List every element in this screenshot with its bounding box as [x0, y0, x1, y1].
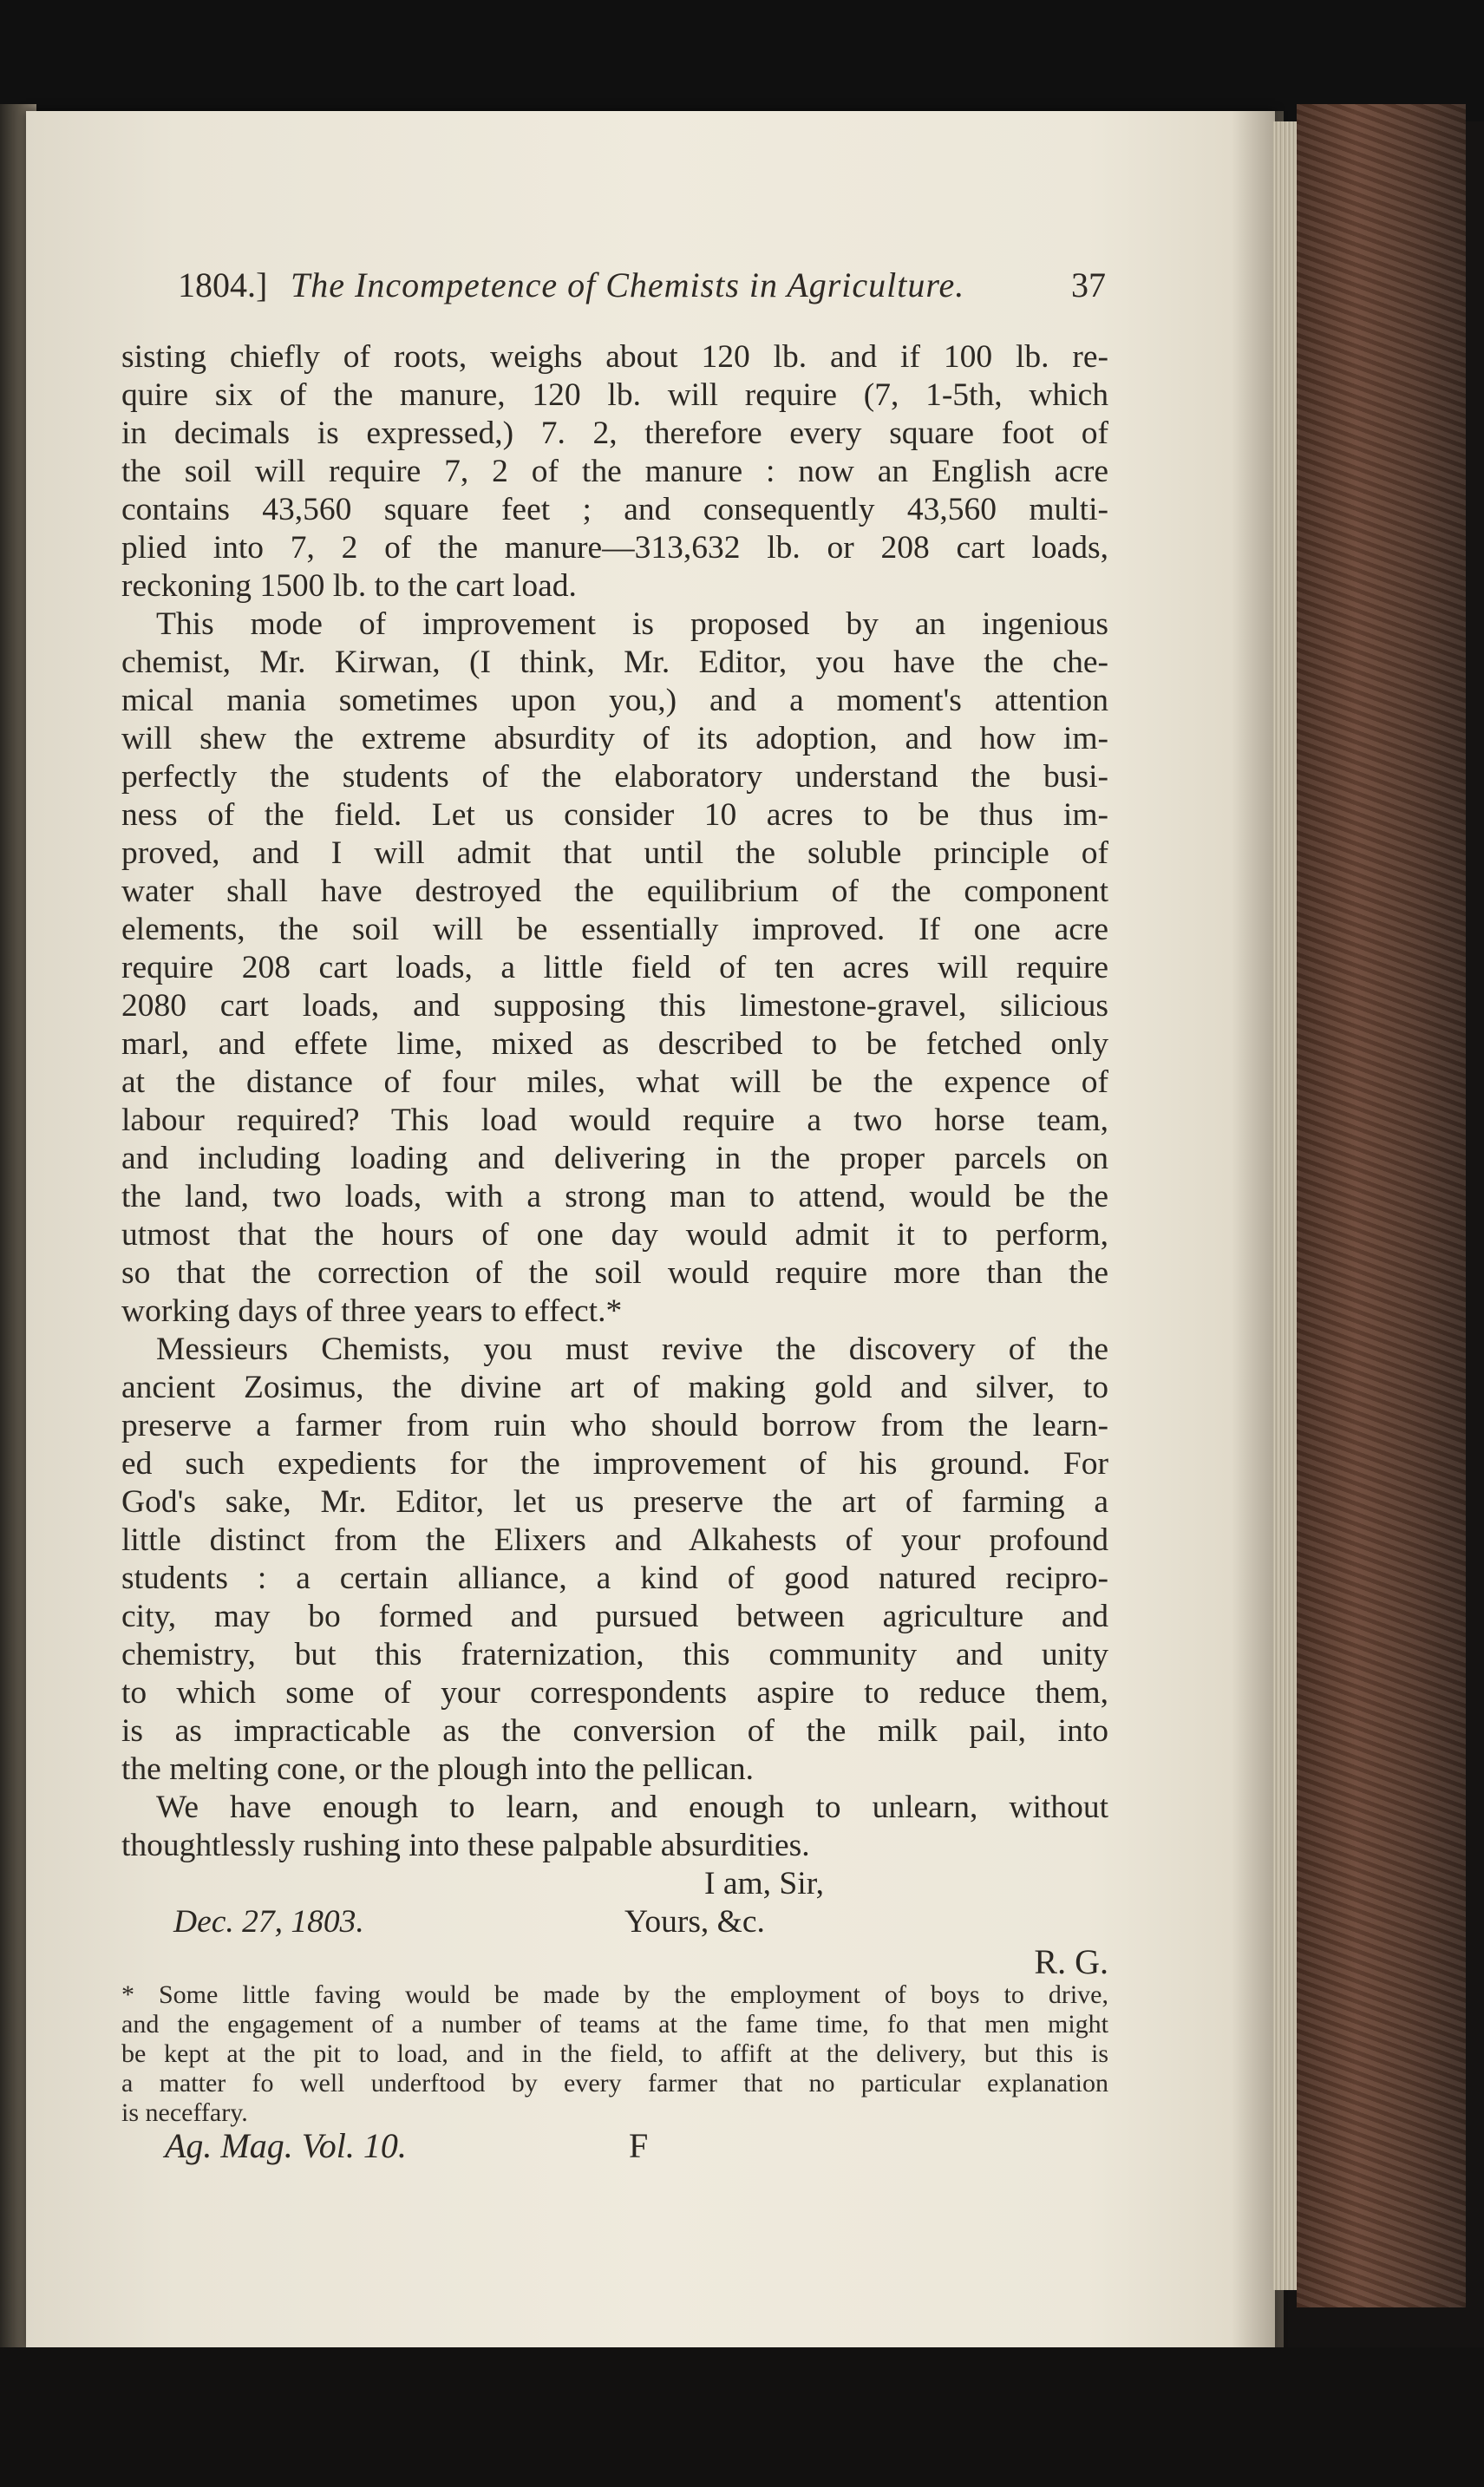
text-line: is as impracticable as the conversion of the milk pail, into: [121, 1713, 1108, 1749]
text-line: preserve a farmer from ruin who should borrow from the learn-: [121, 1408, 1108, 1443]
header-title: The Incompetence of Chemists in Agriculture.: [291, 265, 965, 304]
closing-yours: Yours, &c.: [624, 1904, 765, 1940]
text-line: quire six of the manure, 120 lb. will require (7, 1-5th, which: [121, 377, 1108, 413]
text-line: and including loading and delivering in the proper parcels on: [121, 1141, 1108, 1176]
text-line: city, may bo formed and pursued between agriculture and: [121, 1599, 1108, 1634]
footnote-line: * Some little faving would be made by the employment of boys to drive,: [121, 1980, 1108, 2009]
letter-date: Dec. 27, 1803.: [173, 1904, 364, 1940]
footnote-line: and the engagement of a number of teams at the fame time, fo that men might: [121, 2010, 1108, 2039]
text-line: perfectly the students of the elaboratory understand the busi-: [121, 759, 1108, 795]
footnote: [121, 1980, 1108, 2128]
footnote-line: be kept at the pit to load, and in the field, to affift at the delivery, but this is: [121, 2039, 1108, 2068]
book-cover-board: [1297, 104, 1466, 2307]
text-line: at the distance of four miles, what will be the expence of: [121, 1064, 1108, 1100]
footer-signature: Ag. Mag. Vol. 10.: [165, 2126, 407, 2165]
text-line: ancient Zosimus, the divine art of making gold and silver, to: [121, 1370, 1108, 1405]
author-initials: R. G.: [1034, 1942, 1108, 1981]
header-date: 1804.]: [178, 265, 268, 304]
background-top: [0, 0, 1484, 121]
text-line: reckoning 1500 lb. to the cart load.: [121, 568, 577, 604]
text-line: so that the correction of the soil would require more than the: [121, 1255, 1108, 1291]
text-line: to which some of your correspondents aspire to reduce them,: [121, 1675, 1108, 1711]
closing-i-am: I am, Sir,: [704, 1866, 825, 1901]
footer-signature-letter: F: [629, 2126, 649, 2165]
text-line: We have enough to learn, and enough to unlearn, without: [156, 1790, 1108, 1825]
text-line: thoughtlessly rushing into these palpable absurdities.: [121, 1828, 810, 1863]
initials-row: [121, 1941, 1108, 1980]
text-line: contains 43,560 square feet ; and consequently 43,560 multi-: [121, 492, 1108, 527]
text-line: the soil will require 7, 2 of the manure : now an English acre: [121, 454, 1108, 489]
text-line: ness of the field. Let us consider 10 acres to be thus im-: [121, 797, 1108, 833]
text-line: utmost that the hours of one day would admit it to perform,: [121, 1217, 1108, 1253]
text-line: working days of three years to effect.*: [121, 1293, 623, 1329]
text-line: 2080 cart loads, and supposing this limestone-gravel, silicious: [121, 988, 1108, 1024]
text-line: chemist, Mr. Kirwan, (I think, Mr. Editor, you have the che-: [121, 645, 1108, 680]
footnote-line: is neceffary.: [121, 2098, 248, 2127]
background-bottom: [0, 2347, 1484, 2487]
footnote-line: a matter fo well underftood by every farmer that no particular explanation: [121, 2069, 1108, 2098]
text-line: sisting chiefly of roots, weighs about 120 lb. and if 100 lb. re-: [121, 339, 1108, 375]
page-number: 37: [1071, 265, 1106, 304]
text-line: the land, two loads, with a strong man to attend, would be the: [121, 1179, 1108, 1214]
text-line: This mode of improvement is proposed by an ingenious: [156, 606, 1108, 642]
closing-row: [121, 1865, 1108, 1903]
text-line: the melting cone, or the plough into the pellican.: [121, 1751, 754, 1787]
date-row: [121, 1903, 1108, 1941]
text-line: labour required? This load would require a two horse team,: [121, 1103, 1108, 1138]
text-line: elements, the soil will be essentially improved. If one acre: [121, 912, 1108, 947]
text-line: mical mania sometimes upon you,) and a moment's attention: [121, 683, 1108, 718]
text-line: will shew the extreme absurdity of its adoption, and how im-: [121, 721, 1108, 756]
text-line: Messieurs Chemists, you must revive the discovery of the: [156, 1332, 1108, 1367]
text-line: proved, and I will admit that until the soluble principle of: [121, 835, 1108, 871]
text-line: require 208 cart loads, a little field of ten acres will require: [121, 950, 1108, 985]
text-line: in decimals is expressed,) 7. 2, therefore every square foot of: [121, 416, 1108, 451]
text-line: students : a certain alliance, a kind of good natured recipro-: [121, 1561, 1108, 1596]
body-text: [121, 338, 1108, 1865]
text-line: little distinct from the Elixers and Alkahests of your profound: [121, 1522, 1108, 1558]
text-line: God's sake, Mr. Editor, let us preserve the art of farming a: [121, 1484, 1108, 1520]
running-header: [178, 265, 1106, 317]
text-line: marl, and effete lime, mixed as described to be fetched only: [121, 1026, 1108, 1062]
text-line: plied into 7, 2 of the manure—313,632 lb. or 208 cart loads,: [121, 530, 1108, 566]
text-line: water shall have destroyed the equilibrium of the component: [121, 874, 1108, 909]
text-line: ed such expedients for the improvement of his ground. For: [121, 1446, 1108, 1482]
text-line: chemistry, but this fraternization, this community and unity: [121, 1637, 1108, 1672]
